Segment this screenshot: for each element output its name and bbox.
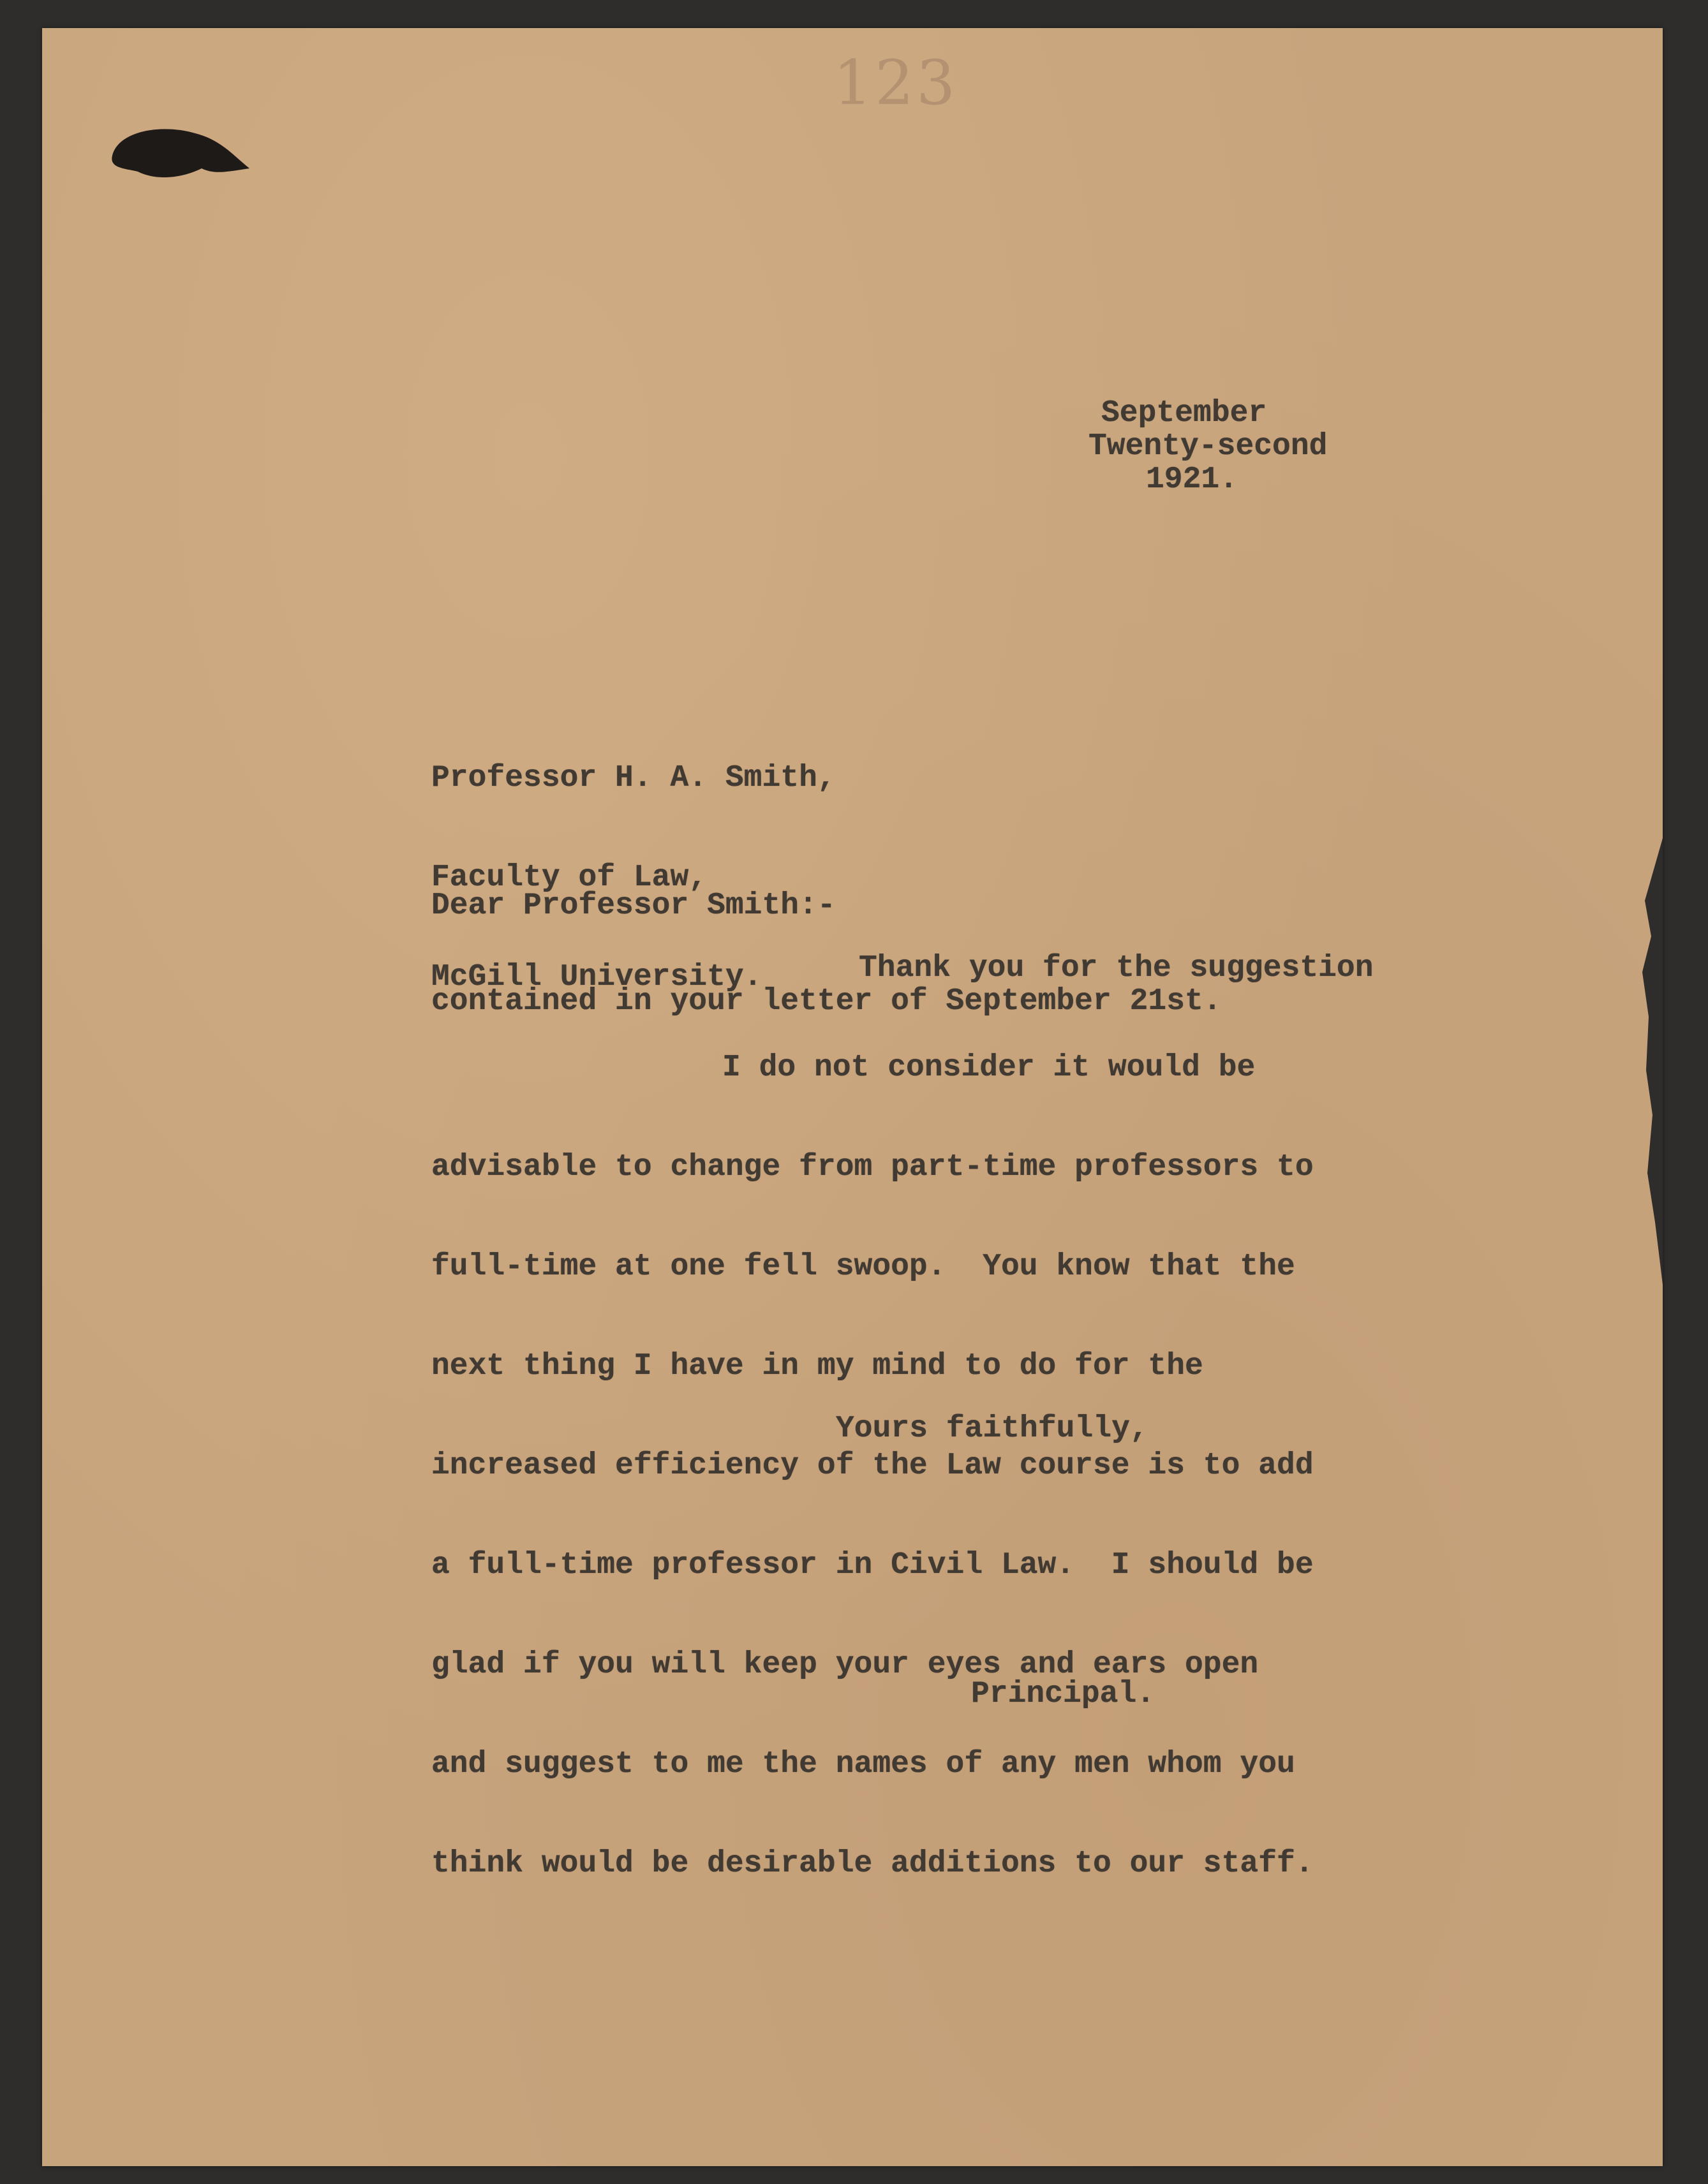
signature-title: Principal. [971,1677,1155,1711]
letter-page [42,28,1663,2166]
paragraph2-line7: glad if you will keep your eyes and ears open [431,1648,1259,1682]
closing: Yours faithfully, [836,1412,1148,1446]
recipient-university: McGill University. [431,960,762,994]
date-line-year: 1921. [1146,462,1238,497]
paragraph2-line1: I do not consider it would be [722,1051,1256,1085]
paragraph2-line2: advisable to change from part-time professors to [431,1150,1314,1184]
salutation: Dear Professor Smith:- [431,889,836,923]
paragraph1-line1: Thank you for the suggestion [859,951,1374,985]
recipient-faculty: Faculty of Law, [431,860,708,895]
paragraph2-line8: and suggest to me the names of any men whom you [431,1747,1295,1782]
date-line-month: September [1101,396,1267,431]
archive-number: 123 [833,47,958,119]
recipient-name: Professor H. A. Smith, [431,761,836,795]
paragraph2-line6: a full-time professor in Civil Law. I should be [431,1548,1314,1583]
torn-edge [1637,838,1663,1285]
paragraph2-line4: next thing I have in my mind to do for the [431,1349,1203,1383]
paragraph2-line5: increased efficiency of the Law course is to add [431,1449,1314,1483]
body-paragraph [431,1084,1314,1947]
paragraph2-line3: full-time at one fell swoop. You know that the [431,1250,1295,1284]
date-line-day: Twenty-second [1088,429,1328,464]
burn-mark-icon [106,117,253,188]
paragraph1-line2: contained in your letter of September 21st. [431,984,1222,1019]
paragraph2-line9: think would be desirable additions to our staff. [431,1847,1314,1881]
